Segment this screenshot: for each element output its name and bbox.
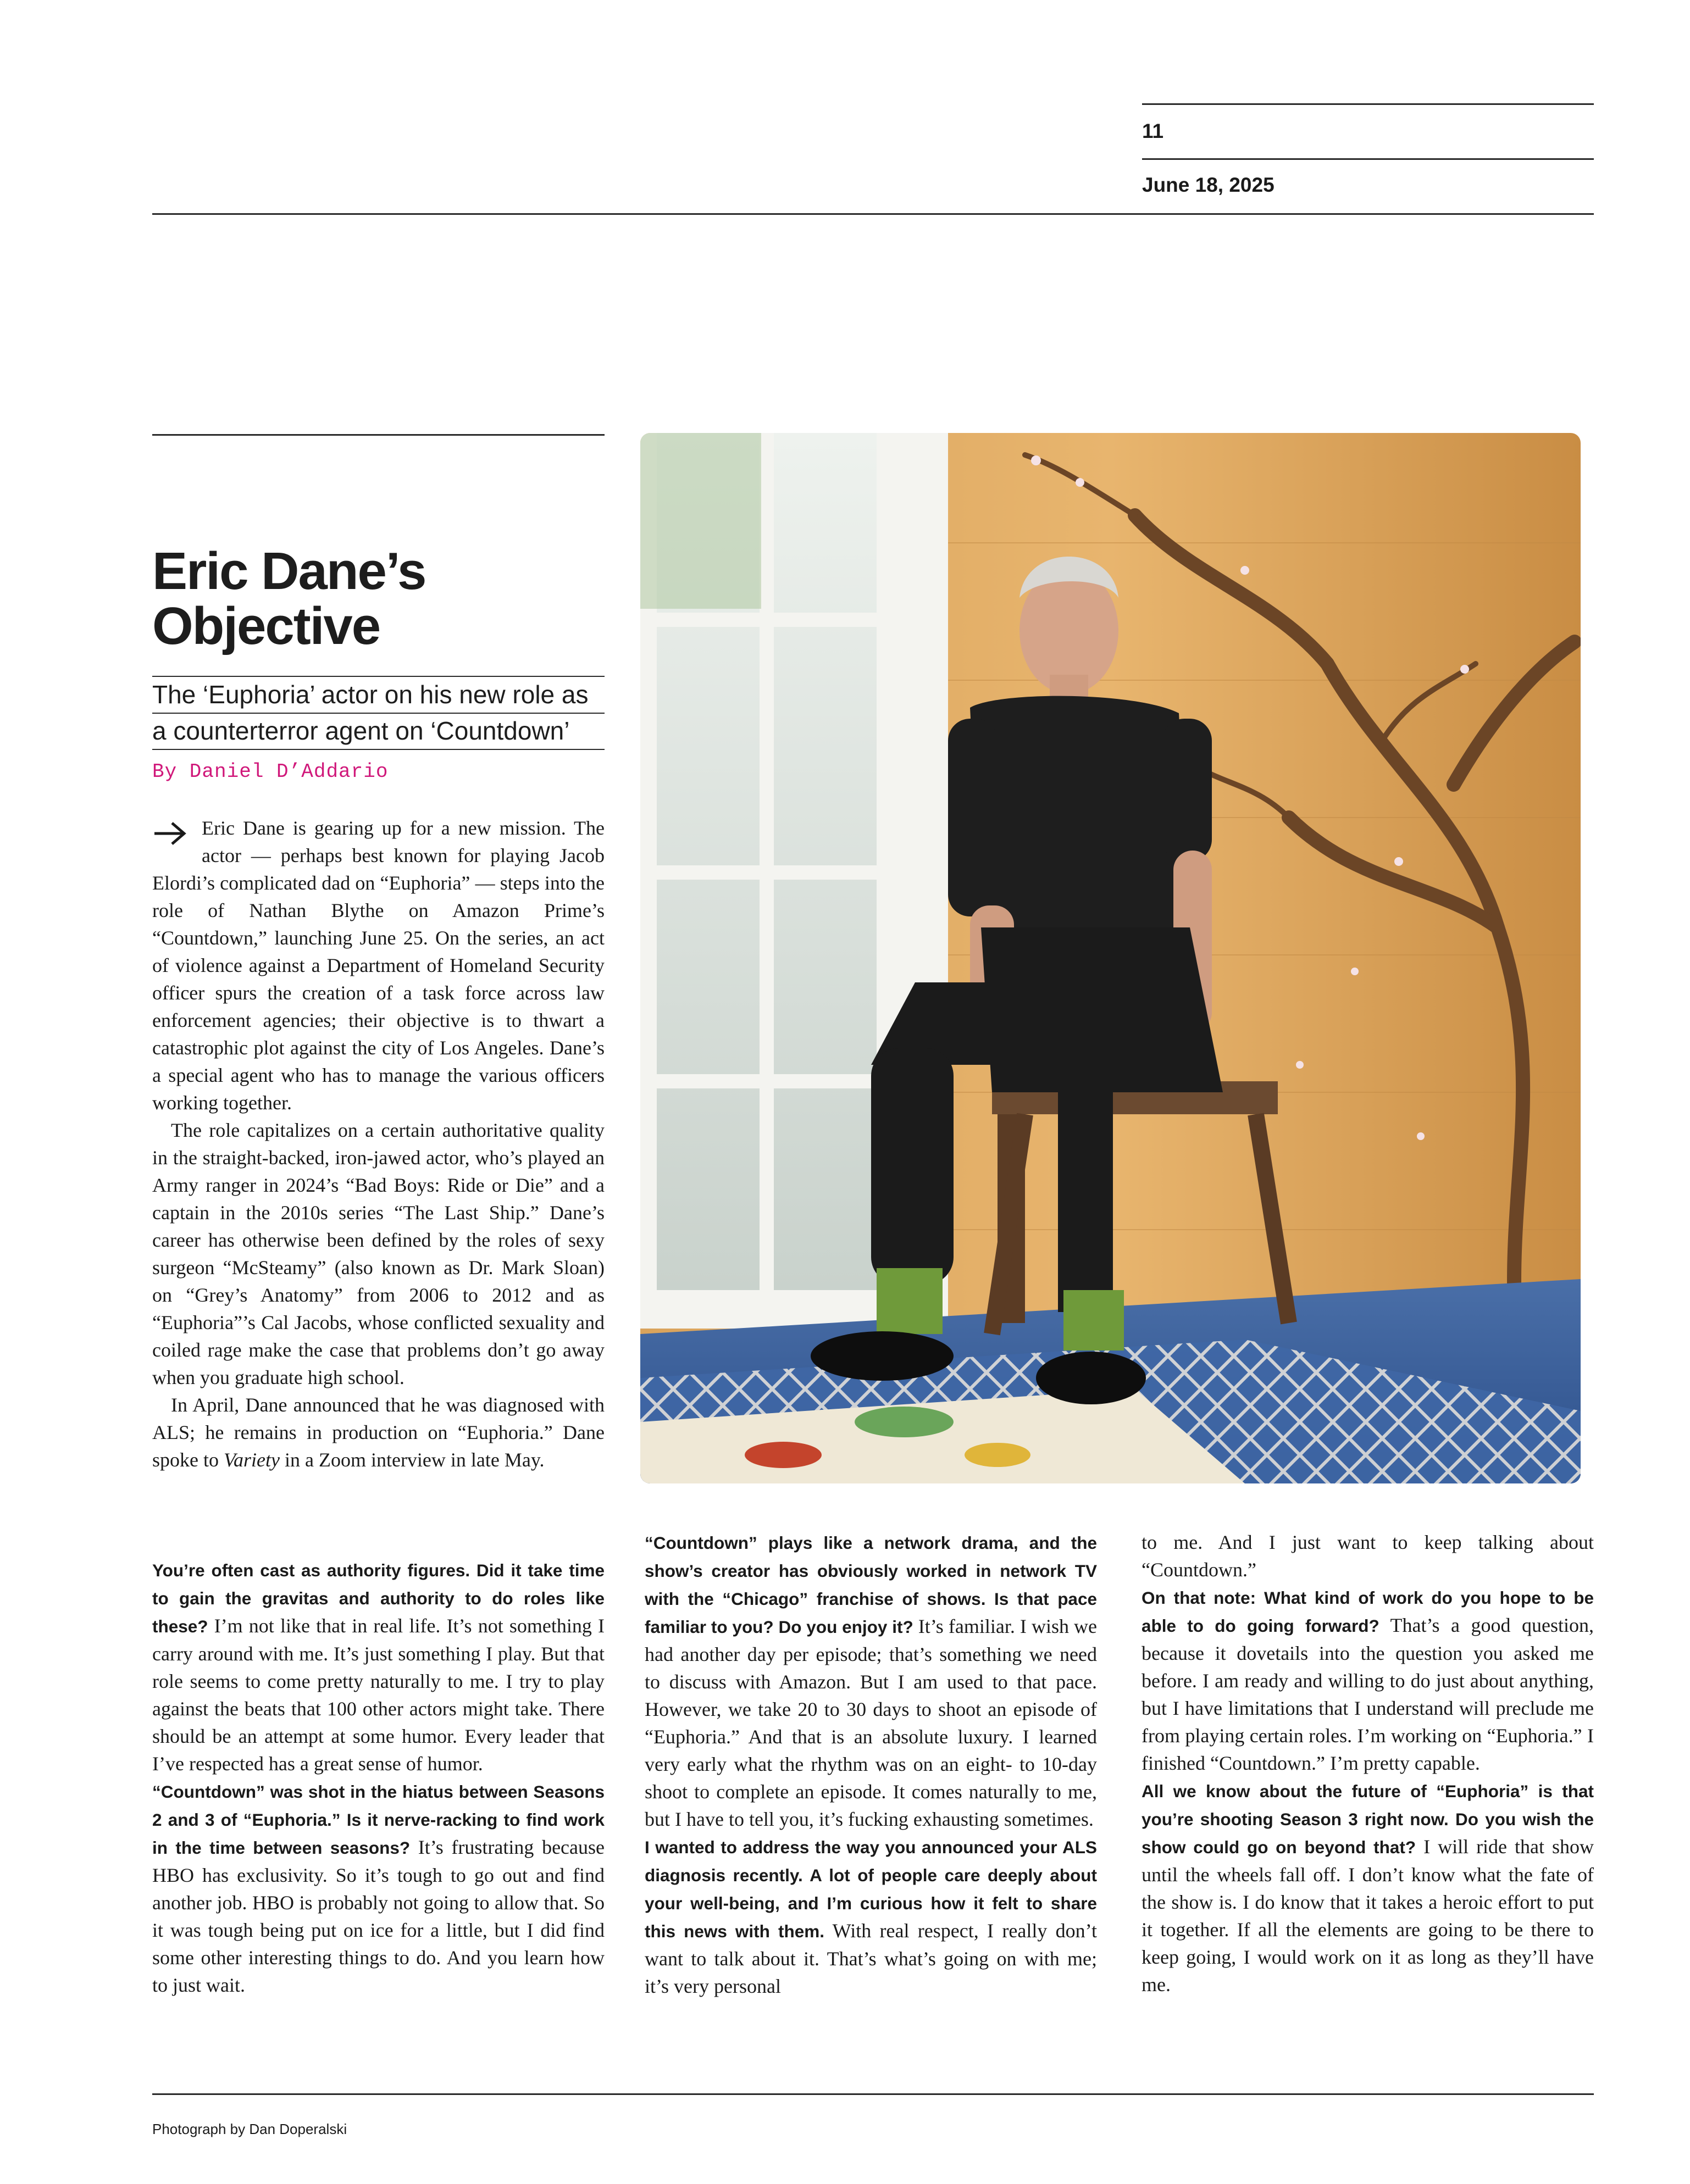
intro-p3-end: in a Zoom interview in late May. [279, 1449, 545, 1471]
answer-3: It’s familiar. I wish we had another day per episode; that’s something we need to discuss with Amazon. But I am used to that pace. However, we take 20 to 30 days to shoot an episode of “Euphoria.” And that is an absolute luxury. I learned very early what the rhythm was on an eight- to 10-day shoot to complete an episode. It comes naturally to me, but I have to tell you, it’s fucking exhausting sometimes. [645, 1615, 1098, 1830]
intro-paragraph-1: Eric Dane is gearing up for a new mission. The actor — perhaps best known for playing Jacob Elordi’s complicated dad on “Euphoria” — steps into the role of Nathan Blythe on Amazon Prime’s “Countdown,” launching June 25. On the series, an act of violence against a Department of Homeland Security officer spurs the creation of a task force across law enforcement agencies; their objective is to thwart a catastrophic plot against the city of Los Angeles. Dane’s a special agent who has to manage the various officers working together. [152, 817, 605, 1114]
photo-credit: Photograph by Dan Doperalski [152, 2121, 347, 2137]
question-3: “Countdown” plays like a network drama, and the show’s creator has obviously worked in network TV with the “Chicago” franchise of shows. Is that pace familiar to you? Do you enjoy it? [645, 1533, 1097, 1637]
issue-date: June 18, 2025 [1142, 174, 1275, 196]
question-4: I wanted to address the way you announced your ALS diagnosis recently. A lot of people care deeply about your well-being, and I’m curious how it felt to share this news with them. [645, 1837, 1097, 1941]
header-rule-full [152, 213, 1594, 215]
portrait-illustration [640, 433, 1581, 1483]
answer-6: I will ride that show until the wheels fall off. I don’t know what the fate of the show is. I do know that it takes a heroic effort to put it together. If all the elements are going to be there to keep going, I would work on it as long as they’ll have me. [1142, 1836, 1594, 1996]
byline: By Daniel D’Addario [152, 760, 389, 783]
qa-item-2 [152, 1777, 605, 1999]
subtitle-rule-3 [152, 749, 605, 750]
arrow-right-icon [152, 820, 189, 847]
intro-p3-start: In April, Dane announced that he was diagnosed with ALS; he remains in production on “Euphoria.” Dane spoke to [152, 1394, 605, 1471]
qa-item-4 [645, 1833, 1097, 2000]
header-rule-mid [1142, 158, 1594, 160]
answer-4: With real respect, I really don’t want to talk about it. That’s what’s going on with me; it’s very personal [645, 1920, 1097, 1997]
answer-4-continued: to me. And I just want to keep talking about “Countdown.” [1142, 1531, 1594, 1581]
article-title [152, 544, 605, 654]
intro-paragraph-2: The role capitalizes on a certain authoritative quality in the straight-backed, iron-jawed actor, who’s played an Army ranger in 2024’s “Bad Boys: Ride or Die” and a captain in the 2010s series “The Last Ship.” Dane’s career has otherwise been defined by the roles of sexy surgeon “McSteamy” (also known as Dr. Mark Sloan) on “Grey’s Anatomy” from 2006 to 2012 and as “Euphoria”’s Cal Jacobs, whose conflicted sexuality and coiled rage make the case that problems don’t go away when you graduate high school. [152, 1119, 605, 1388]
title-rule-top [152, 434, 605, 436]
article-title-line2: Objective [152, 597, 380, 655]
question-5: On that note: What kind of work do you hope to be able to do going forward? [1142, 1588, 1594, 1636]
column-3 [1142, 1529, 1594, 1998]
question-1: You’re often cast as authority figures. Did it take time to gain the gravitas and authority to do roles like these? [152, 1560, 605, 1636]
article-title-line1: Eric Dane’s [152, 542, 426, 601]
question-6: All we know about the future of “Euphoria” is that you’re shooting Season 3 right now. Do you wish the show could go on beyond that? [1142, 1781, 1594, 1857]
answer-1: I’m not like that in real life. It’s not something I carry around with me. It’s just something I play. But that role seems to come pretty naturally to me. I try to play against the beats that 100 other actors might take. There should be an attempt at some humor. Every leader that I’ve respected has a great sense of humor. [152, 1615, 605, 1775]
question-2: “Countdown” was shot in the hiatus between Seasons 2 and 3 of “Euphoria.” Is it nerve-racking to find work in the time between seasons? [152, 1782, 605, 1858]
column-1 [152, 814, 605, 1474]
answer-2: It’s frustrating because HBO has exclusivity. So it’s tough to go out and find another job. HBO is probably not going to allow that. So it was tough being put on ice for a little, but I did find some other interesting things to do. And you learn how to just wait. [152, 1836, 605, 1996]
article-subtitle-line1: The ‘Euphoria’ actor on his new role as [152, 680, 589, 709]
page-number: 11 [1142, 120, 1164, 142]
qa-item-5 [1142, 1583, 1594, 1777]
intro-paragraph-3 [152, 1391, 605, 1474]
publication-name: Variety [224, 1449, 280, 1471]
qa-item-6 [1142, 1777, 1594, 1998]
portrait-photo [640, 433, 1581, 1483]
answer-5: That’s a good question, because it dovetails into the question you asked me before. I am ready and willing to do just about anything, but I have limitations that I understand will preclude me from playing certain roles. I’m working on “Euphoria.” I finished “Countdown.” I’m pretty capable. [1142, 1614, 1594, 1774]
qa-item-3 [645, 1529, 1097, 1833]
article-subtitle-line2: a counterterror agent on ‘Countdown’ [152, 716, 570, 745]
column-1-qa [152, 1556, 605, 1999]
qa-item-1 [152, 1556, 605, 1777]
header-rule-top [1142, 103, 1594, 105]
footer-rule [152, 2093, 1594, 2095]
column-2 [645, 1529, 1097, 2000]
